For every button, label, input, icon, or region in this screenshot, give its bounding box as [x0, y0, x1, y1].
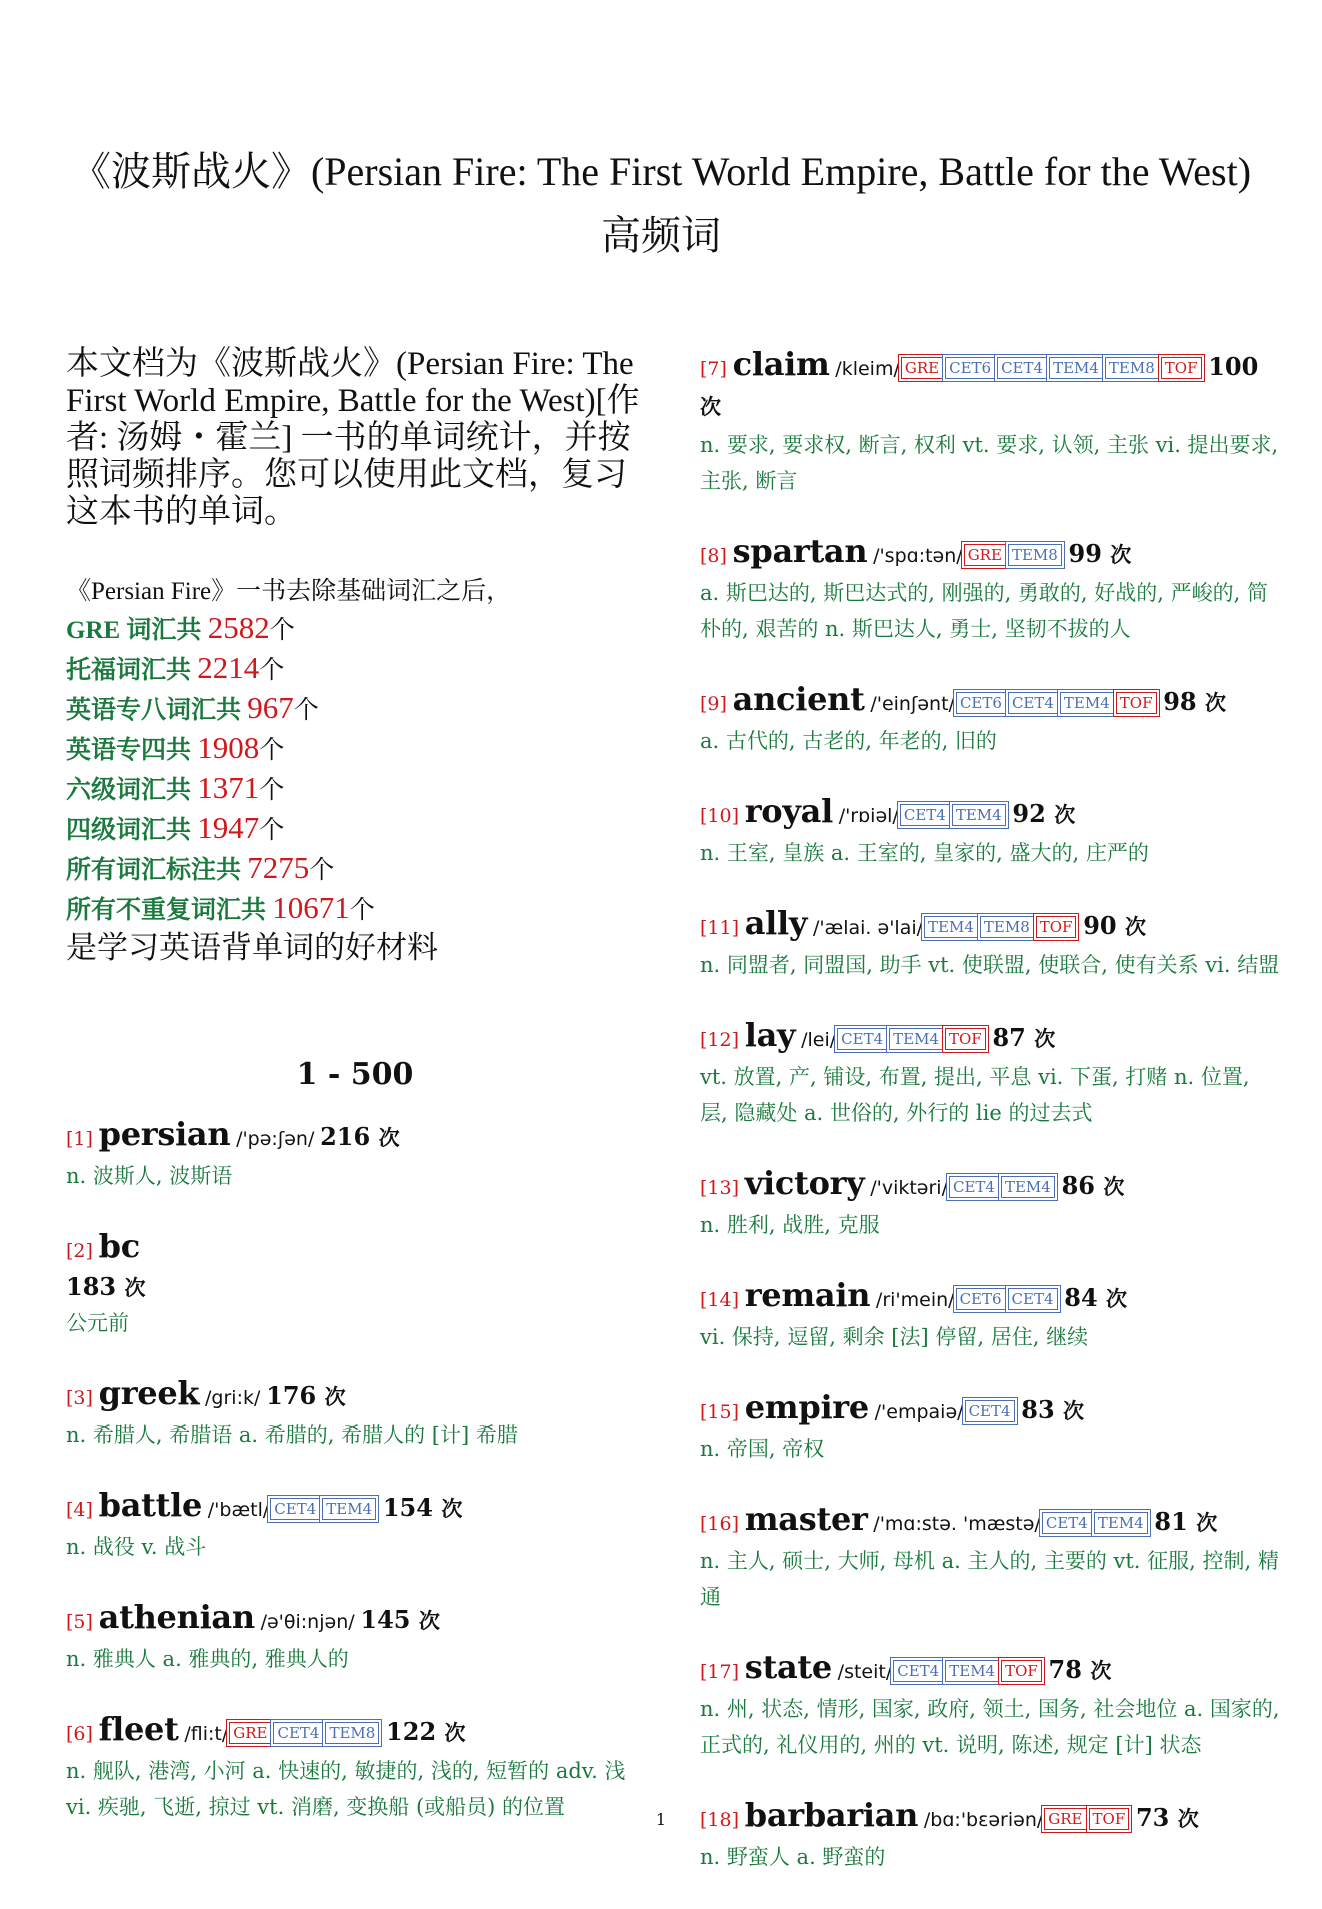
entry-word: master [744, 1500, 868, 1538]
entry-index: [15] [700, 1401, 740, 1423]
entry-phonetic: /ə'θi:njən/ [260, 1611, 355, 1633]
entry-definition: a. 斯巴达的, 斯巴达式的, 刚强的, 勇敢的, 好战的, 严峻的, 简朴的, 艰苦的 n. 斯巴达人, 勇士, 坚韧不拔的人 [700, 581, 1268, 641]
stat-value: 2582 [207, 610, 270, 645]
exam-tag: GRE [901, 357, 943, 379]
entry-definition: n. 希腊人, 希腊语 a. 希腊的, 希腊人的 [计] 希腊 [66, 1423, 518, 1447]
entry-head [66, 1711, 644, 1753]
entry-word: spartan [732, 532, 868, 570]
entry-index: [11] [700, 917, 740, 939]
entry-index: [13] [700, 1177, 740, 1199]
entry-phonetic: /'mɑ:stə. 'mæstə/ [873, 1513, 1041, 1535]
entry-count [1163, 687, 1226, 716]
entries-left [66, 1116, 644, 1825]
stats-lead: 《Persian Fire》一书去除基础词汇之后， [66, 578, 512, 605]
stat-line [66, 889, 644, 929]
entry-head [66, 1375, 644, 1417]
vocab-entry [66, 1487, 644, 1565]
vocab-entry [700, 1389, 1280, 1467]
stat-value: 1908 [197, 730, 260, 765]
count-number: 176 [266, 1381, 317, 1410]
stat-unit: 个 [259, 777, 285, 804]
stat-line [66, 649, 644, 689]
entry-definition: n. 波斯人, 波斯语 [66, 1164, 233, 1188]
entry-definition: n. 王室, 皇族 a. 王室的, 皇家的, 盛大的, 庄严的 [700, 841, 1149, 865]
entry-head [700, 1165, 1280, 1207]
count-number: 84 [1064, 1283, 1098, 1312]
count-suffix: 次 [441, 1496, 463, 1521]
count-number: 81 [1154, 1507, 1188, 1536]
entry-index: [5] [66, 1611, 93, 1633]
entry-word: battle [98, 1486, 203, 1524]
exam-tag: TEM4 [924, 916, 978, 938]
entry-index: [2] [66, 1240, 93, 1262]
count-number: 73 [1135, 1803, 1170, 1832]
exam-tag: TOF [1089, 1808, 1130, 1830]
entry-phonetic: /bɑ:'bɛəriən/ [923, 1809, 1044, 1831]
count-number: 122 [386, 1717, 437, 1746]
entry-definition: vi. 保持, 逗留, 剩余 [法] 停留, 居住, 继续 [700, 1325, 1089, 1349]
vocab-entry [66, 1599, 644, 1677]
stat-value: 1947 [197, 810, 260, 845]
count-number: 87 [992, 1023, 1026, 1052]
entry-count [386, 1717, 465, 1746]
entry-index: [8] [700, 545, 727, 567]
exam-tag: GRE [964, 544, 1006, 566]
exam-tag: CET4 [1042, 1512, 1092, 1534]
exam-tag: TOF [1001, 1660, 1042, 1682]
entry-count [266, 1381, 345, 1410]
exam-tag: CET4 [900, 804, 950, 826]
entry-index: [3] [66, 1387, 93, 1409]
entry-count [1083, 911, 1146, 940]
exam-tag: TEM4 [945, 1660, 999, 1682]
entry-phonetic: /fli:t/ [184, 1723, 229, 1745]
entry-head [700, 905, 1280, 947]
entry-index: [14] [700, 1289, 740, 1311]
exam-tag: CET6 [956, 692, 1006, 714]
vocab-entry [700, 793, 1280, 871]
entry-definition: vt. 放置, 产, 铺设, 布置, 提出, 平息 vi. 下蛋, 打赌 n. 位置, 层, 隐藏处 a. 世俗的, 外行的 lie 的过去式 [700, 1065, 1250, 1125]
entry-index: [4] [66, 1499, 93, 1521]
entry-word: victory [744, 1164, 865, 1202]
right-column [700, 346, 1280, 1909]
stat-label: 英语专四共 [66, 737, 198, 764]
count-number: 86 [1061, 1171, 1095, 1200]
entry-index: [6] [66, 1723, 93, 1745]
vocab-entry [700, 1797, 1280, 1875]
entry-head [700, 533, 1280, 575]
count-number: 100 [1208, 352, 1259, 381]
entry-count [1012, 799, 1075, 828]
left-column [66, 346, 644, 1859]
entry-definition: n. 野蛮人 a. 野蛮的 [700, 1845, 886, 1869]
entry-head [66, 1487, 644, 1529]
stat-label: 四级词汇共 [66, 817, 198, 844]
stat-label: 英语专八词汇共 [66, 697, 248, 724]
count-suffix: 次 [1124, 914, 1146, 939]
exam-tag: CET6 [945, 357, 995, 379]
entry-count [66, 1270, 644, 1305]
count-suffix: 次 [418, 1608, 440, 1633]
stat-value: 7275 [247, 850, 310, 885]
entry-head [700, 1389, 1280, 1431]
exam-tag: TEM8 [1105, 357, 1159, 379]
stat-unit: 个 [293, 697, 319, 724]
entry-definition: n. 同盟者, 同盟国, 助手 vt. 使联盟, 使联合, 使有关系 vi. 结盟 [700, 953, 1280, 977]
entry-phonetic: /'rɒiəl/ [838, 805, 899, 827]
entry-word: barbarian [744, 1796, 919, 1834]
count-number: 98 [1163, 687, 1197, 716]
entry-word: royal [744, 792, 833, 830]
entry-definition: n. 主人, 硕士, 大师, 母机 a. 主人的, 主要的 vt. 征服, 控制, 精通 [700, 1549, 1279, 1609]
stat-line [66, 769, 644, 809]
exam-tag: TEM8 [1008, 544, 1062, 566]
count-suffix: 次 [1090, 1658, 1112, 1683]
entry-head [700, 1649, 1280, 1691]
entry-head [66, 1599, 644, 1641]
entry-count [1064, 1283, 1127, 1312]
exam-tag: CET6 [956, 1288, 1006, 1310]
entry-phonetic: /'ælai. ə'lai/ [812, 917, 924, 939]
count-number: 154 [382, 1493, 433, 1522]
entry-definition: a. 古代的, 古老的, 年老的, 旧的 [700, 729, 997, 753]
exam-tag: TEM4 [322, 1498, 376, 1520]
entry-index: [1] [66, 1128, 93, 1150]
entry-definition: n. 舰队, 港湾, 小河 a. 快速的, 敏捷的, 浅的, 短暂的 adv. 浅 vi. 疾驰, 飞逝, 掠过 vt. 消磨, 变换船 (或船员) 的位置 [66, 1759, 626, 1819]
vocab-entry [700, 1501, 1280, 1615]
entry-index: [17] [700, 1661, 740, 1683]
count-number: 90 [1083, 911, 1117, 940]
intro-paragraph: 本文档为《波斯战火》(Persian Fire: The First World Empire, Battle for the West)[作者: 汤姆・霍兰] 一书的单词统计，并按照词频排序。您可以使用此文档，复习这本书的单词。 [66, 346, 640, 530]
entry-head [700, 681, 1280, 723]
vocab-entry [700, 681, 1280, 759]
entry-word: empire [744, 1388, 869, 1426]
exam-tag: TEM4 [1049, 357, 1103, 379]
entry-phonetic: /kleim/ [835, 358, 900, 380]
exam-tag: TEM4 [889, 1028, 943, 1050]
exam-tag: CET4 [949, 1176, 999, 1198]
entry-phonetic: /'spɑ:tən/ [873, 545, 963, 567]
stat-value: 967 [247, 690, 294, 725]
exam-tag: TEM4 [1094, 1512, 1148, 1534]
entry-phonetic: /steit/ [837, 1661, 893, 1683]
stat-line [66, 609, 644, 649]
exam-tag: TEM8 [980, 916, 1034, 938]
vocab-entry [700, 1017, 1280, 1131]
vocab-entry [66, 1711, 644, 1825]
stat-line [66, 689, 644, 729]
entry-phonetic: /'empaiə/ [874, 1401, 964, 1423]
stat-unit: 个 [259, 737, 285, 764]
count-number: 78 [1048, 1655, 1082, 1684]
stat-label: 所有不重复词汇共 [66, 897, 273, 924]
exam-tag: CET4 [997, 357, 1047, 379]
entry-head [700, 793, 1280, 835]
count-number: 183 [66, 1272, 117, 1301]
entry-count [360, 1605, 439, 1634]
stat-label: 托福词汇共 [66, 657, 198, 684]
entry-index: [16] [700, 1513, 740, 1535]
exam-tag: CET4 [837, 1028, 887, 1050]
exam-tag: TEM4 [952, 804, 1006, 826]
exam-tag: TOF [1036, 916, 1077, 938]
exam-tag: CET4 [1008, 1288, 1058, 1310]
entry-phonetic: /ri'mein/ [875, 1289, 955, 1311]
stat-value: 10671 [272, 890, 350, 925]
count-suffix: 次 [1054, 802, 1076, 827]
vocab-entry [700, 1277, 1280, 1355]
entry-phonetic: /'pə:ʃən/ [236, 1128, 315, 1150]
exam-tag: CET4 [965, 1400, 1015, 1422]
count-suffix: 次 [1196, 1510, 1218, 1535]
entry-head [700, 1501, 1280, 1543]
vocab-entry [66, 1116, 644, 1194]
count-number: 99 [1068, 539, 1102, 568]
vocab-entry [66, 1228, 644, 1341]
entry-count [383, 1493, 462, 1522]
entry-word: persian [98, 1115, 231, 1153]
stat-unit: 个 [309, 857, 335, 884]
stat-line [66, 729, 644, 769]
count-number: 145 [360, 1605, 411, 1634]
stat-value: 2214 [197, 650, 260, 685]
entry-word: remain [744, 1276, 871, 1314]
count-suffix: 次 [1205, 690, 1226, 715]
exam-tag: CET4 [270, 1498, 320, 1520]
entry-word: athenian [98, 1598, 255, 1636]
vocab-entry [700, 1165, 1280, 1243]
exam-tag: CET4 [1008, 692, 1058, 714]
count-suffix: 次 [1034, 1026, 1056, 1051]
exam-tag: TEM4 [1060, 692, 1114, 714]
entries-right [700, 346, 1280, 1875]
entry-head [66, 1228, 644, 1305]
entry-head [66, 1116, 644, 1158]
entry-word: lay [744, 1016, 796, 1054]
entry-index: [7] [700, 358, 727, 380]
page-title: 《波斯战火》(Persian Fire: The First World Empire, Battle for the West) 高频词 [70, 149, 1252, 258]
entry-phonetic: /'bætl/ [207, 1499, 270, 1521]
stat-label: 六级词汇共 [66, 777, 198, 804]
entry-head [700, 1277, 1280, 1319]
stat-unit: 个 [269, 617, 295, 644]
entry-count [1062, 1171, 1125, 1200]
stats-lines [66, 609, 644, 929]
exam-tag: TOF [945, 1028, 986, 1050]
entry-definition: n. 雅典人 a. 雅典的, 雅典人的 [66, 1647, 349, 1671]
count-suffix: 次 [444, 1720, 466, 1745]
count-suffix: 次 [1110, 542, 1132, 567]
entry-index: [18] [700, 1809, 740, 1831]
count-suffix: 次 [1103, 1174, 1125, 1199]
exam-tag: GRE [229, 1722, 271, 1744]
count-suffix: 次 [700, 394, 721, 419]
vocab-entry [700, 346, 1280, 499]
exam-tag: TEM4 [1001, 1176, 1055, 1198]
entry-index: [10] [700, 805, 740, 827]
count-suffix: 次 [1106, 1286, 1128, 1311]
stat-line [66, 849, 644, 889]
entry-word: fleet [98, 1710, 179, 1748]
exam-tag: CET4 [893, 1660, 943, 1682]
entry-head [700, 1017, 1280, 1059]
entry-definition: n. 州, 状态, 情形, 国家, 政府, 领土, 国务, 社会地位 a. 国家的, 正式的, 礼仪用的, 州的 vt. 说明, 陈述, 规定 [计] 状态 [700, 1697, 1280, 1757]
entry-count [1021, 1395, 1084, 1424]
stat-label: 所有词汇标注共 [66, 857, 248, 884]
section-heading: 1 - 500 [296, 1057, 414, 1092]
entry-count [1069, 539, 1132, 568]
entry-definition: 公元前 [66, 1311, 129, 1335]
entry-word: ancient [732, 680, 865, 718]
exam-tag: GRE [1044, 1808, 1086, 1830]
vocab-entry [66, 1375, 644, 1453]
entry-index: [12] [700, 1029, 740, 1051]
count-number: 216 [320, 1122, 371, 1151]
entry-word: greek [98, 1374, 200, 1412]
stat-label: GRE 词汇共 [66, 617, 208, 644]
entry-word: bc [98, 1227, 140, 1265]
exam-tag: CET4 [273, 1722, 323, 1744]
entry-count [320, 1122, 399, 1151]
entry-definition: n. 胜利, 战胜, 克服 [700, 1213, 880, 1237]
exam-tag: TOF [1116, 692, 1157, 714]
stat-unit: 个 [259, 657, 285, 684]
entry-head [700, 346, 1280, 427]
entry-definition: n. 战役 v. 战斗 [66, 1535, 207, 1559]
entry-phonetic: /gri:k/ [205, 1387, 261, 1409]
entry-word: claim [732, 345, 830, 383]
stat-value: 1371 [197, 770, 260, 805]
entry-word: ally [744, 904, 808, 942]
stat-unit: 个 [349, 897, 375, 924]
vocab-entry [700, 533, 1280, 647]
count-suffix: 次 [124, 1275, 146, 1300]
exam-tag: TOF [1161, 357, 1202, 379]
count-suffix: 次 [1177, 1806, 1199, 1831]
entry-definition: n. 要求, 要求权, 断言, 权利 vt. 要求, 认领, 主张 vi. 提出要求, 主张, 断言 [700, 433, 1279, 493]
stat-unit: 个 [259, 817, 285, 844]
count-suffix: 次 [324, 1384, 346, 1409]
vocab-entry [700, 1649, 1280, 1763]
entry-count [1154, 1507, 1217, 1536]
vocab-entry [700, 905, 1280, 983]
exam-tag: TEM8 [325, 1722, 379, 1744]
entry-phonetic: /lei/ [801, 1029, 837, 1051]
entry-word: state [744, 1648, 832, 1686]
count-suffix: 次 [378, 1125, 400, 1150]
stats-closing: 是学习英语背单词的好材料 [66, 930, 438, 965]
entry-phonetic: /'viktəri/ [870, 1177, 948, 1199]
page-number: 1 [655, 1810, 667, 1829]
entry-index: [9] [700, 693, 727, 715]
count-number: 92 [1012, 799, 1046, 828]
stat-line [66, 809, 644, 849]
count-number: 83 [1021, 1395, 1055, 1424]
entry-definition: n. 帝国, 帝权 [700, 1437, 825, 1461]
entry-phonetic: /'einʃənt/ [870, 693, 955, 715]
entry-count [992, 1023, 1055, 1052]
count-suffix: 次 [1063, 1398, 1085, 1423]
stats-block [66, 575, 644, 967]
entry-count [1049, 1655, 1112, 1684]
